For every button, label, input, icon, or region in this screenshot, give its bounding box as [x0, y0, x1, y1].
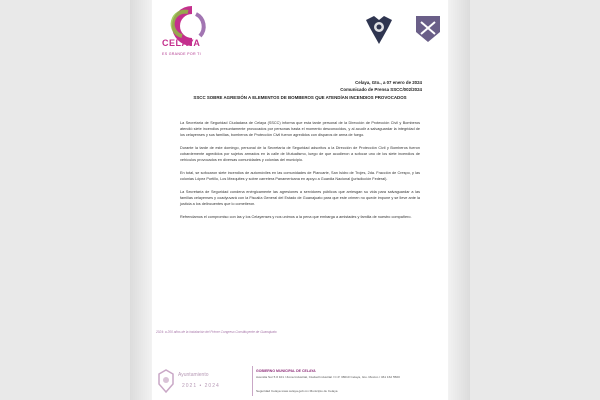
brand-tagline: ES GRANDE POR TI	[162, 52, 201, 56]
paragraph: Refrendamos el compromiso con las y los Celayenses y nos unimos a la pena que embarga a amistades y familia de nuestro compañero.	[180, 214, 412, 219]
page-left-shadow	[130, 0, 152, 400]
press-release-body	[180, 120, 420, 226]
address: Avenida Sur 5 # 101 / Zona Industrial, Ciudad Industrial / C.P. 38010 Celaya, Gto. México / 461 162 5500	[256, 375, 400, 379]
administration-years: 2021 • 2024	[182, 383, 220, 389]
ayuntamiento-logo	[156, 368, 176, 394]
government-name: GOBIERNO MUNICIPAL DE CELAYA	[256, 369, 316, 373]
press-release-title: SSCC SOBRE AGRESIÓN A ELEMENTOS DE BOMBEROS QUE ATENDÍAN INCENDIOS PROVOCADOS	[193, 95, 407, 100]
press-release-page	[152, 0, 448, 400]
civil-protection-emblem	[414, 14, 442, 44]
social-links: Seguridad Celaya www.celaya.gob.mx Municipio de Celaya	[256, 389, 338, 393]
footer-divider	[252, 366, 253, 396]
ayuntamiento-label: Ayuntamiento	[178, 372, 209, 378]
paragraph: Durante la tarde de este domingo, personal de la Secretaría de Seguridad adscritos a la Dirección de Protección Civil y Bomberos fueron cobardemente agredidos por sujetos armados en la calle de Mutualismo, luego de que acudieron a sofocar uno de los siete incendios de vehículos provocados en diversas comunidades y colonias del municipio.	[180, 146, 420, 163]
dateline	[252, 79, 422, 93]
page-right-shadow	[448, 0, 470, 400]
place-date: Celaya, Gto., a 07 enero de 2024	[355, 80, 422, 85]
brand-name: CELAYA	[162, 38, 201, 48]
anniversary-note: 2024: a 200 años de la instalación del Primer Congreso Constituyente de Guanajuato	[156, 330, 277, 334]
paragraph: La Secretaría de Seguridad condena enérgicamente las agresiones a servidores públicos que arriesgan su vida para salvaguardar a las familias celayenses y coadyuvará con la Fiscalía General del Estado de Guanajuato para que este crimen no quede impune y se lleve ante la justicia a los delincuentes que lo cometieron.	[180, 189, 420, 207]
paragraph: En total, se sofocaron siete incendios de automóviles en las comunidades de Plancarte, San Isidro de Trojes, 2da. Fracción de Crespo, y las colonias López Portillo, Los Mezquites y sobre carretera Panamericana en apoyo a Guardia Nacional (jurisdicción Federal).	[180, 171, 420, 182]
paragraph: La Secretaría de Seguridad Ciudadana de Celaya (SSCC) informa que esta tarde personal de la Dirección de Protección Civil y Bomberos atendió siete incendios presuntamente provocados por personas hasta el momento desconocidos, y al acudir a salvaguardar la integridad de los celayenses y sus familias, bomberos de Protección Civil fueron agredidos con disparos de arma de fuego.	[180, 121, 420, 138]
release-number: Comunicado de Prensa SSCC/002/2024	[340, 87, 422, 92]
security-eagle-emblem	[364, 14, 394, 46]
